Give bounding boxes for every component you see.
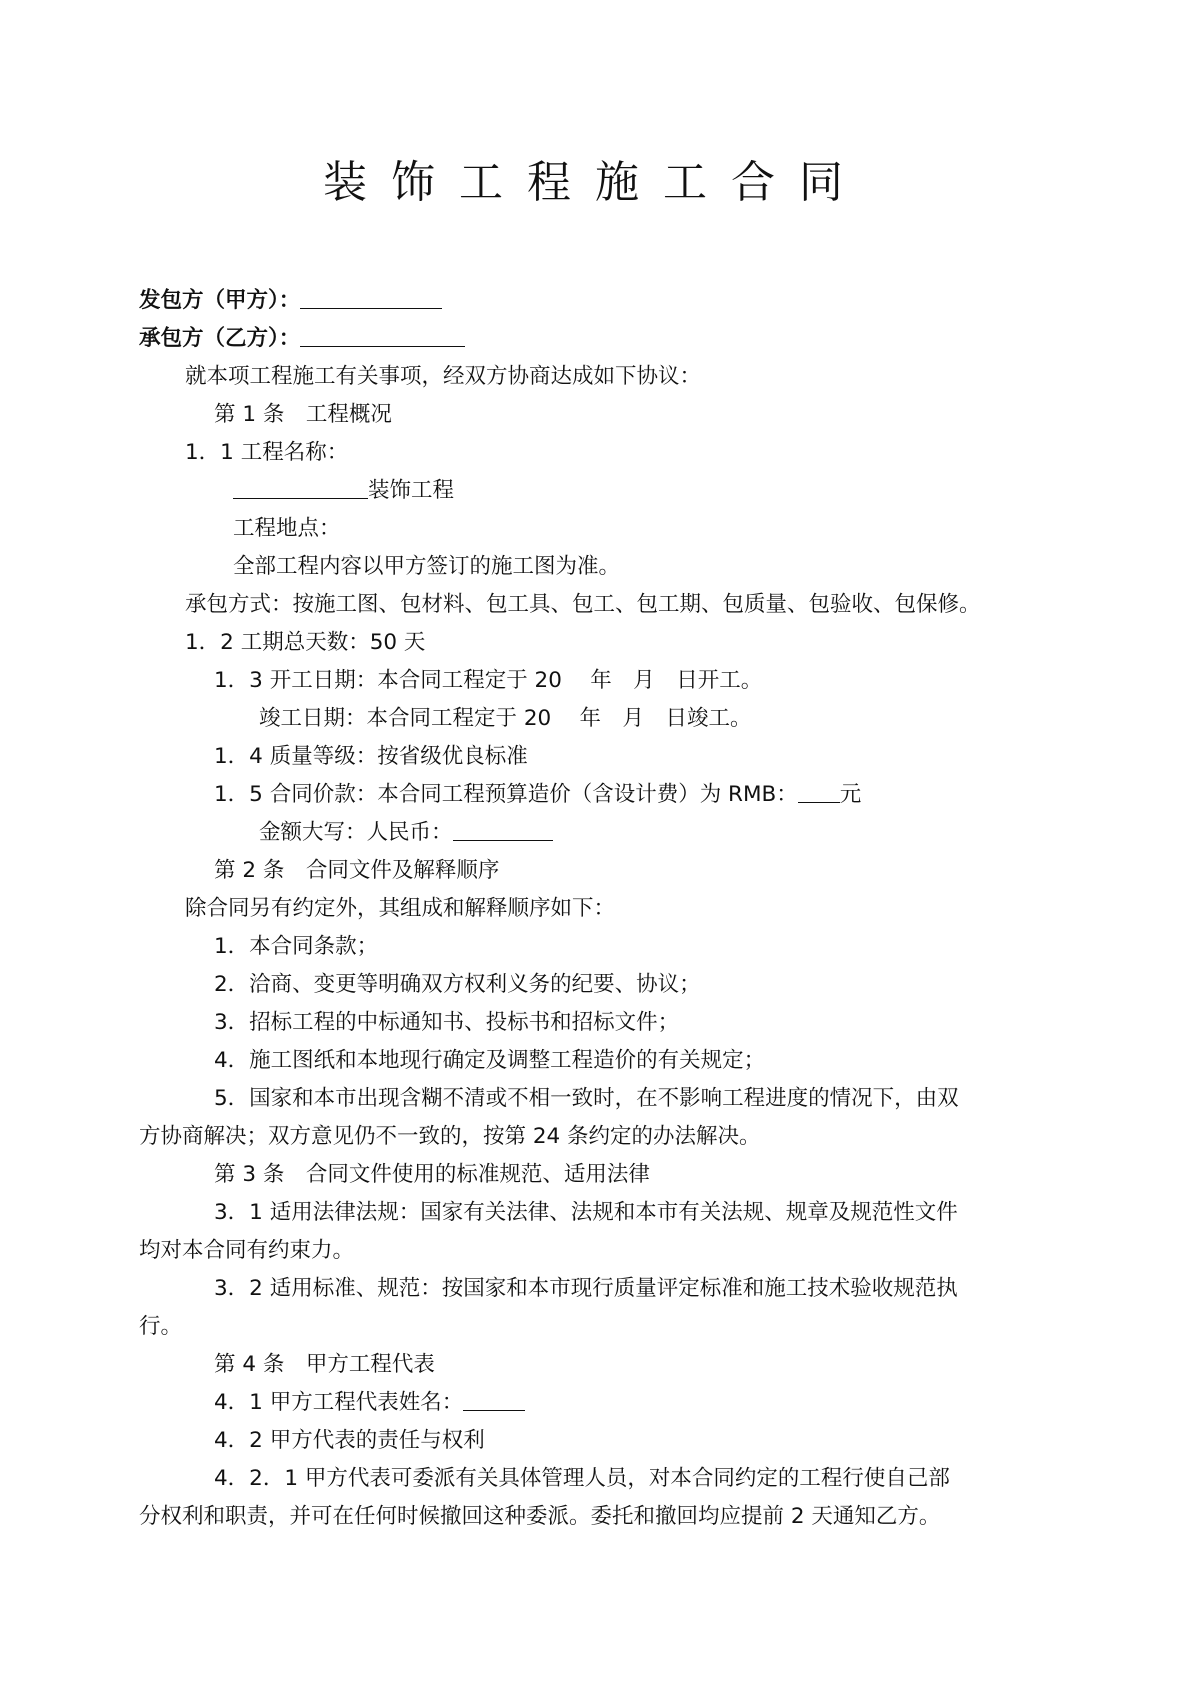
rep-name-label: 4．1 甲方工程代表姓名： <box>214 1390 464 1415</box>
clause-2-1: 1．本合同条款； <box>214 934 379 959</box>
party-b-blank <box>300 324 465 347</box>
party-a-blank <box>300 286 442 309</box>
amount-blank <box>453 818 553 841</box>
price-blank <box>798 780 840 803</box>
contract-mode-line: 承包方式：按施工图、包材料、包工具、包工、包工期、包质量、包验收、包保修。 <box>185 592 981 617</box>
clause-4-2-1-line-2: 分权利和职责，并可在任何时候撤回这种委派。委托和撤回均应提前 2 天通知乙方。 <box>139 1504 941 1529</box>
project-name-suffix: 装饰工程 <box>368 478 455 503</box>
clause-2-4: 4．施工图纸和本地现行确定及调整工程造价的有关规定； <box>214 1048 766 1073</box>
clause-1-2: 1．2 工期总天数：50 天 <box>185 630 426 655</box>
clause-1-1: 1．1 工程名称： <box>185 440 349 465</box>
clause-4-2: 4．2 甲方代表的责任与权利 <box>214 1428 485 1453</box>
completion-date-line: 竣工日期：本合同工程定于 20 年 月 日竣工。 <box>259 706 752 731</box>
rep-name-blank <box>463 1388 525 1411</box>
party-a-label: 发包方（甲方）： <box>139 288 301 313</box>
article-3-heading: 第 3 条 合同文件使用的标准规范、适用法律 <box>214 1162 650 1187</box>
clause-3-1-line-1: 3．1 适用法律法规：国家有关法律、法规和本市有关法规、规章及规范性文件 <box>214 1200 958 1225</box>
clause-2-5-line-2: 方协商解决；双方意见仍不一致的，按第 24 条约定的办法解决。 <box>139 1124 761 1149</box>
party-b-line <box>139 320 1059 358</box>
clause-4-1 <box>139 1384 1059 1422</box>
price-suffix: 元 <box>839 782 862 807</box>
clause-2-3: 3．招标工程的中标通知书、投标书和招标文件； <box>214 1010 680 1035</box>
article-2-intro: 除合同另有约定外，其组成和解释顺序如下： <box>185 896 616 921</box>
project-scope-line: 全部工程内容以甲方签订的施工图为准。 <box>233 554 621 579</box>
article-1-heading: 第 1 条 工程概况 <box>214 402 392 427</box>
clause-4-2-1-line-1: 4．2．1 甲方代表可委派有关具体管理人员，对本合同约定的工程行使自己部 <box>214 1466 950 1491</box>
clause-3-1-line-2: 均对本合同有约束力。 <box>139 1238 355 1263</box>
contract-body <box>139 282 1059 1536</box>
party-b-label: 承包方（乙方）： <box>139 326 301 351</box>
clause-3-2-line-2: 行。 <box>139 1314 183 1339</box>
clause-3-2-line-1: 3．2 适用标准、规范：按国家和本市现行质量评定标准和施工技术验收规范执 <box>214 1276 958 1301</box>
amount-words-line <box>139 814 1059 852</box>
clause-1-5 <box>139 776 1059 814</box>
party-a-line <box>139 282 1059 320</box>
clause-2-5-line-1: 5．国家和本市出现含糊不清或不相一致时，在不影响工程进度的情况下，由双 <box>214 1086 959 1111</box>
article-4-heading: 第 4 条 甲方工程代表 <box>214 1352 435 1377</box>
amount-label: 金额大写：人民币： <box>259 820 453 845</box>
price-prefix: 1．5 合同价款：本合同工程预算造价（含设计费）为 RMB： <box>214 782 798 807</box>
intro-line: 就本项工程施工有关事项，经双方协商达成如下协议： <box>185 364 702 389</box>
project-site-line: 工程地点： <box>233 516 341 541</box>
article-2-heading: 第 2 条 合同文件及解释顺序 <box>214 858 500 883</box>
clause-1-4: 1．4 质量等级：按省级优良标准 <box>214 744 528 769</box>
project-name-blank <box>233 476 368 499</box>
clause-1-3: 1．3 开工日期：本合同工程定于 20 年 月 日开工。 <box>214 668 763 693</box>
document-title: 装饰工程施工合同 <box>323 157 867 208</box>
clause-2-2: 2．洽商、变更等明确双方权利义务的纪要、协议； <box>214 972 701 997</box>
project-name-line <box>139 472 1059 510</box>
